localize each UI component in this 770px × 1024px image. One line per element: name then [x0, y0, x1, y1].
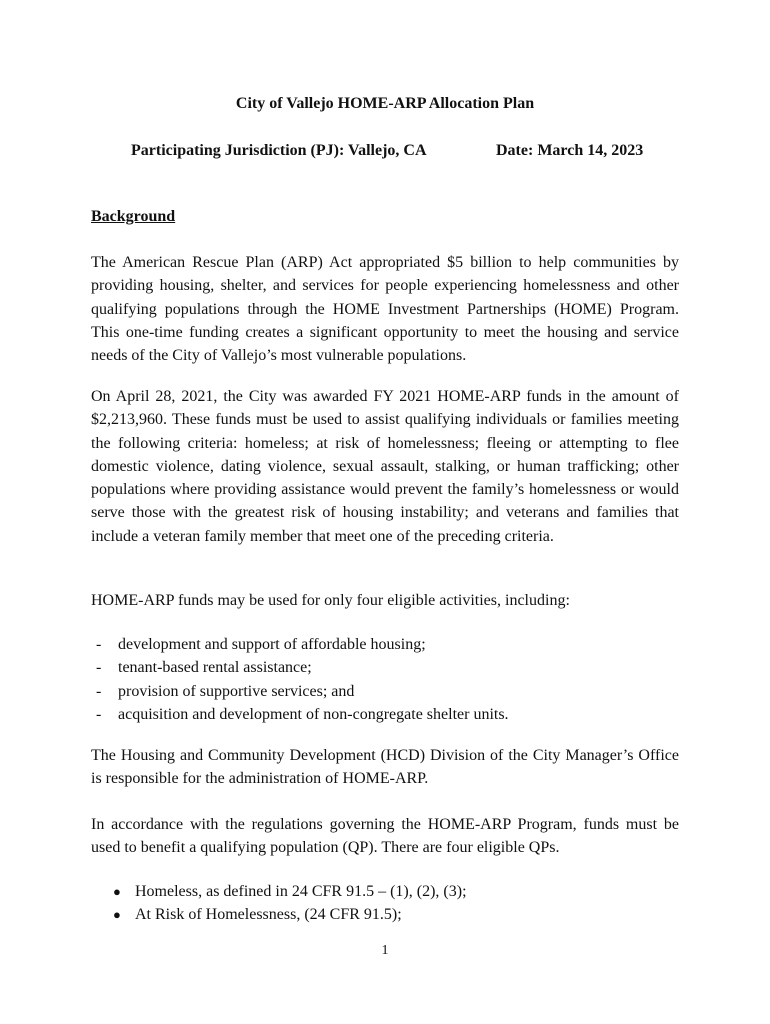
- list-item-text: Homeless, as defined in 24 CFR 91.5 – (1), (2), (3);: [135, 883, 467, 900]
- list-item: [91, 633, 679, 656]
- paragraph-eligible-activities-intro: HOME-ARP funds may be used for only four eligible activities, including:: [91, 592, 570, 609]
- section-heading-background: Background: [91, 208, 176, 225]
- list-item: [111, 880, 681, 903]
- list-item-text: development and support of affordable housing;: [118, 636, 426, 653]
- paragraph-arp-act: The American Rescue Plan (ARP) Act appropriated $5 billion to help communities by providing housing, shelter, and services for people experiencing homelessness and other qualifying populations through the HOME Investment Partnerships (HOME) Program. This one-time funding creates a significant opportunity to meet the housing and service needs of the City of Vallejo’s most vulnerable populations.: [91, 254, 679, 365]
- list-item: [91, 703, 679, 726]
- page-number: 1: [381, 943, 389, 958]
- list-item-text: acquisition and development of non-congregate shelter units.: [118, 705, 509, 723]
- list-item: [91, 680, 679, 703]
- list-item: [111, 903, 681, 926]
- dash-marker: -: [96, 659, 102, 677]
- bullet-marker: ●: [113, 907, 121, 923]
- paragraph-hcd-division: The Housing and Community Development (HCD) Division of the City Manager’s Office is responsible for the administration of HOME-ARP.: [91, 747, 679, 788]
- dash-marker: -: [96, 682, 102, 700]
- list-item-text: provision of supportive services; and: [118, 682, 355, 700]
- jurisdiction-line: Participating Jurisdiction (PJ): Vallejo, CA: [131, 142, 427, 159]
- bullet-marker: ●: [113, 884, 121, 899]
- dash-marker: -: [96, 636, 102, 653]
- date-line: Date: March 14, 2023: [496, 142, 644, 159]
- eligible-activities-list: [91, 633, 679, 726]
- list-item-text: At Risk of Homelessness, (24 CFR 91.5);: [135, 906, 402, 924]
- qualifying-populations-list: [111, 880, 681, 927]
- list-item-text: tenant-based rental assistance;: [118, 659, 312, 677]
- list-item: [91, 656, 679, 679]
- document-title: City of Vallejo HOME-ARP Allocation Plan: [235, 95, 535, 112]
- paragraph-qualifying-population: In accordance with the regulations governing the HOME-ARP Program, funds must be used to benefit a qualifying population (QP). There are four eligible QPs.: [91, 816, 679, 857]
- dash-marker: -: [96, 705, 102, 723]
- paragraph-funds-awarded: On April 28, 2021, the City was awarded FY 2021 HOME-ARP funds in the amount of $2,213,960. These funds must be used to assist qualifying individuals or families meeting the following criteria: homeless; at risk of homelessness; fleeing or attempting to flee domestic violence, dating violence, sexual assault, stalking, or human trafficking; other populations where providing assistance would prevent the family’s homelessness or would serve those with the greatest risk of housing instability; and veterans and families that include a veteran family member that meet one of the preceding criteria.: [91, 388, 679, 545]
